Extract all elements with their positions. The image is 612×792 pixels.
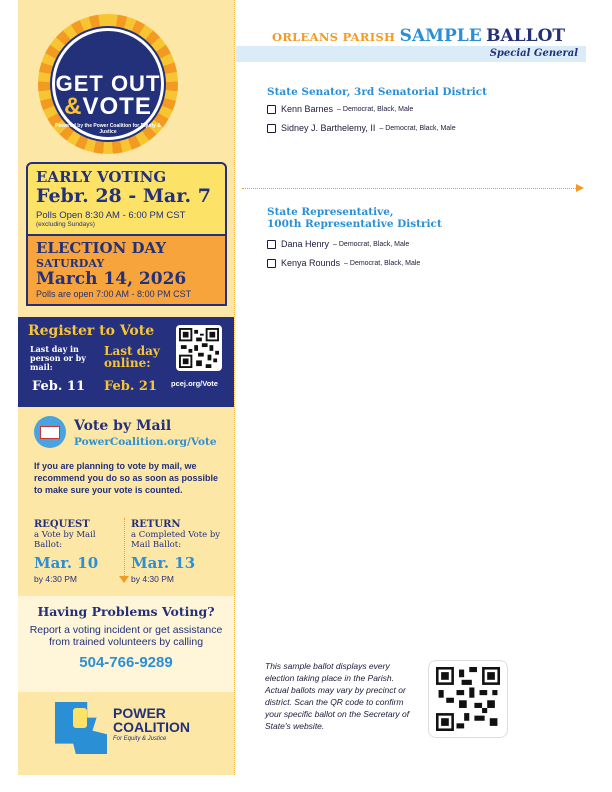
candidate-meta: – Democrat, Black, Male (344, 259, 421, 267)
candidate-checkbox[interactable] (267, 105, 276, 114)
candidate-meta: – Democrat, Black, Male (379, 124, 456, 132)
election-day-panel (26, 236, 227, 306)
register-online-date: Feb. 21 (104, 379, 158, 394)
candidate-row[interactable] (267, 239, 409, 249)
logo-tagline: For Equity & Justice (113, 736, 167, 742)
get-out-the-vote-badge (38, 14, 178, 154)
envelope-shape (40, 426, 60, 439)
return-step (131, 519, 231, 584)
return-time: by 4:30 PM (131, 574, 174, 584)
vote-by-mail-title: Vote by Mail (74, 418, 172, 434)
request-title: REQUEST (34, 519, 90, 530)
voting-problems-panel (18, 596, 234, 692)
heading-sample: SAMPLE (399, 26, 482, 46)
candidate-meta: – Democrat, Black, Male (333, 240, 410, 248)
register-mail-date: Feb. 11 (32, 379, 86, 394)
early-voting-dates: Febr. 28 - Mar. 7 (36, 185, 211, 207)
vote-by-mail-header (34, 414, 224, 456)
return-title: RETURN (131, 519, 181, 530)
race-title-state-senator: State Senator, 3rd Senatorial District (267, 86, 488, 98)
race-title-state-rep (267, 206, 442, 230)
problems-body: Report a voting incident or get assistance from trained volunteers by calling (29, 624, 223, 648)
election-day-title: ELECTION DAY (36, 239, 167, 257)
arrow-down-icon (119, 576, 129, 583)
mail-envelope-icon (34, 416, 66, 448)
early-voting-note: (excluding Sundays) (36, 221, 95, 228)
candidate-checkbox[interactable] (267, 240, 276, 249)
candidate-row[interactable] (267, 104, 413, 114)
badge-vote: VOTE (82, 93, 152, 120)
badge-ampersand: & (64, 93, 83, 120)
badge-line-1: GET OUT (55, 71, 161, 96)
badge-tagline: Powered by the Power Coalition for Equity & Justice (55, 123, 161, 135)
power-coalition-logo (55, 698, 215, 758)
vote-by-mail-url-link[interactable]: PowerCoalition.org/Vote (74, 436, 217, 448)
early-voting-panel (26, 162, 227, 236)
candidate-name: Kenn Barnes (281, 104, 334, 114)
heading-ballot: BALLOT (486, 26, 566, 46)
request-date: Mar. 10 (34, 554, 99, 572)
qr-pattern (435, 667, 501, 731)
candidate-checkbox[interactable] (267, 259, 276, 268)
sidebar-border (234, 0, 235, 775)
problems-title: Having Problems Voting? (37, 604, 215, 619)
candidate-checkbox[interactable] (267, 124, 276, 133)
early-voting-title: EARLY VOTING (36, 168, 167, 186)
problems-phone-link[interactable]: 504-766-9289 (79, 654, 173, 671)
candidate-name: Kenya Rounds (281, 258, 341, 268)
badge-center (52, 28, 164, 140)
register-url-link[interactable]: pcej.org/Vote (171, 379, 218, 388)
subtitle-band (236, 46, 586, 62)
ballot-disclaimer: This sample ballot displays every election taking place in the Parish. Actual ballots may vary by precinct or district. Scan the QR code to confirm your specific ballot on the Secretary of State's website. (265, 661, 410, 731)
step-divider (124, 518, 125, 580)
heading-parish: ORLEANS PARISH (272, 30, 396, 44)
race-title-line-1: State Representative, (267, 206, 394, 218)
election-day-hours: Polls are open 7:00 AM - 8:00 PM CST (36, 289, 192, 299)
register-qr-code-icon[interactable] (176, 325, 222, 371)
return-date: Mar. 13 (131, 554, 196, 572)
candidate-row[interactable] (267, 123, 456, 133)
election-type-subtitle: Special General (489, 48, 578, 59)
request-time: by 4:30 PM (34, 574, 77, 584)
election-day-weekday: SATURDAY (36, 257, 105, 270)
badge-line-2 (55, 93, 161, 121)
candidate-name: Sidney J. Barthelemy, II (281, 123, 376, 133)
race-title-line-2: 100th Representative District (267, 218, 442, 230)
request-subtitle: a Vote by Mail Ballot: (34, 530, 96, 550)
request-step (34, 519, 126, 584)
register-title: Register to Vote (28, 323, 155, 339)
raised-fist-icon (73, 708, 87, 728)
logo-name: POWER COALITION (113, 705, 190, 735)
secretary-of-state-qr-code-icon[interactable] (428, 660, 508, 738)
register-mail-label: Last day in person or by mail: (30, 344, 86, 372)
election-day-date: March 14, 2026 (36, 269, 187, 289)
return-subtitle: a Completed Vote by Mail Ballot: (131, 530, 221, 550)
register-panel (18, 317, 234, 407)
qr-pattern (179, 328, 219, 368)
early-voting-hours: Polls Open 8:30 AM - 6:00 PM CST (36, 210, 186, 221)
register-online-label: Last day online: (104, 344, 160, 370)
candidate-meta: – Democrat, Black, Male (337, 105, 414, 113)
ballot-heading (272, 26, 582, 46)
candidate-name: Dana Henry (281, 239, 330, 249)
vote-by-mail-body: If you are planning to vote by mail, we recommend you do so as soon as possible to make sure your vote is counted. (34, 461, 219, 495)
arrow-right-icon (576, 184, 584, 192)
section-divider (242, 188, 576, 189)
candidate-row[interactable] (267, 258, 420, 268)
